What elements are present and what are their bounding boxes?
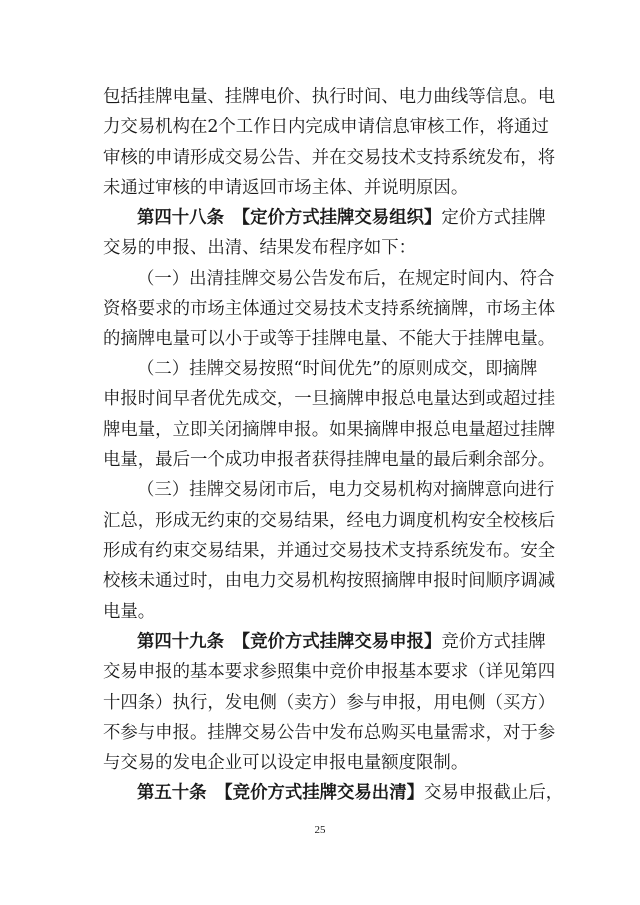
article-number: 第五十条 bbox=[137, 783, 207, 803]
article-number: 第四十九条 bbox=[137, 632, 224, 652]
paragraph-first-line: （二）挂牌交易按照“时间优先”的原则成交，即摘牌 bbox=[137, 359, 538, 379]
text-line: 审核的申请形成交易公告、并在交易技术支持系统发布，将 bbox=[103, 148, 556, 168]
article-50-heading-line bbox=[137, 778, 564, 808]
text-line: 汇总，形成无约束的交易结果，经电力调度机构安全校核后 bbox=[103, 511, 556, 531]
article-number: 第四十八条 bbox=[137, 208, 224, 228]
text-line: 不参与申报。挂牌交易公告中发布总购买电量需求，对于参 bbox=[103, 723, 556, 743]
text-line: 十四条）执行，发电侧（卖方）参与申报，用电侧（买方） bbox=[103, 693, 556, 713]
text-line: 的摘牌电量可以小于或等于挂牌电量、不能大于挂牌电量。 bbox=[103, 329, 556, 349]
paragraph-first-line: （三）挂牌交易闭市后，电力交易机构对摘牌意向进行 bbox=[137, 480, 555, 500]
article-49-heading-line bbox=[137, 627, 546, 657]
paragraph-first-line: （一）出清挂牌交易公告发布后，在规定时间内、符合 bbox=[137, 269, 555, 289]
text-line: 校核未通过时，由电力交易机构按照摘牌申报时间顺序调减 bbox=[103, 571, 556, 591]
article-text: 定价方式挂牌 bbox=[441, 208, 546, 228]
article-text: 交易申报截止后， bbox=[423, 783, 564, 803]
article-48-heading-line bbox=[137, 203, 546, 233]
text-line: 未通过审核的申请返回市场主体、并说明原因。 bbox=[103, 178, 469, 198]
article-title: 【定价方式挂牌交易组织】 bbox=[232, 208, 442, 228]
text-line: 电量，最后一个成功申报者获得挂牌电量的最后剩余部分。 bbox=[103, 450, 556, 470]
article-title: 【竞价方式挂牌交易申报】 bbox=[232, 632, 442, 652]
article-text: 竞价方式挂牌 bbox=[441, 632, 546, 652]
article-title: 【竞价方式挂牌交易出清】 bbox=[215, 783, 424, 803]
text-line: 交易的申报、出清、结果发布程序如下： bbox=[103, 238, 417, 258]
text-line: 力交易机构在2个工作日内完成申请信息审核工作，将通过 bbox=[103, 117, 549, 137]
text-line: 申报时间早者优先成交，一旦摘牌申报总电量达到或超过挂 bbox=[103, 389, 556, 409]
text-line: 交易申报的基本要求参照集中竞价申报基本要求（详见第四 bbox=[103, 662, 556, 682]
page-number: 25 bbox=[314, 824, 326, 836]
text-line: 包括挂牌电量、挂牌电价、执行时间、电力曲线等信息。电 bbox=[103, 87, 556, 107]
text-line: 形成有约束交易结果，并通过交易技术支持系统发布。安全 bbox=[103, 541, 556, 561]
text-line: 电量。 bbox=[103, 602, 156, 622]
text-line: 与交易的发电企业可以设定申报电量额度限制。 bbox=[103, 753, 469, 773]
text-line: 牌电量，立即关闭摘牌申报。如果摘牌申报总电量超过挂牌 bbox=[103, 420, 556, 440]
text-line: 资格要求的市场主体通过交易技术支持系统摘牌，市场主体 bbox=[103, 299, 556, 319]
